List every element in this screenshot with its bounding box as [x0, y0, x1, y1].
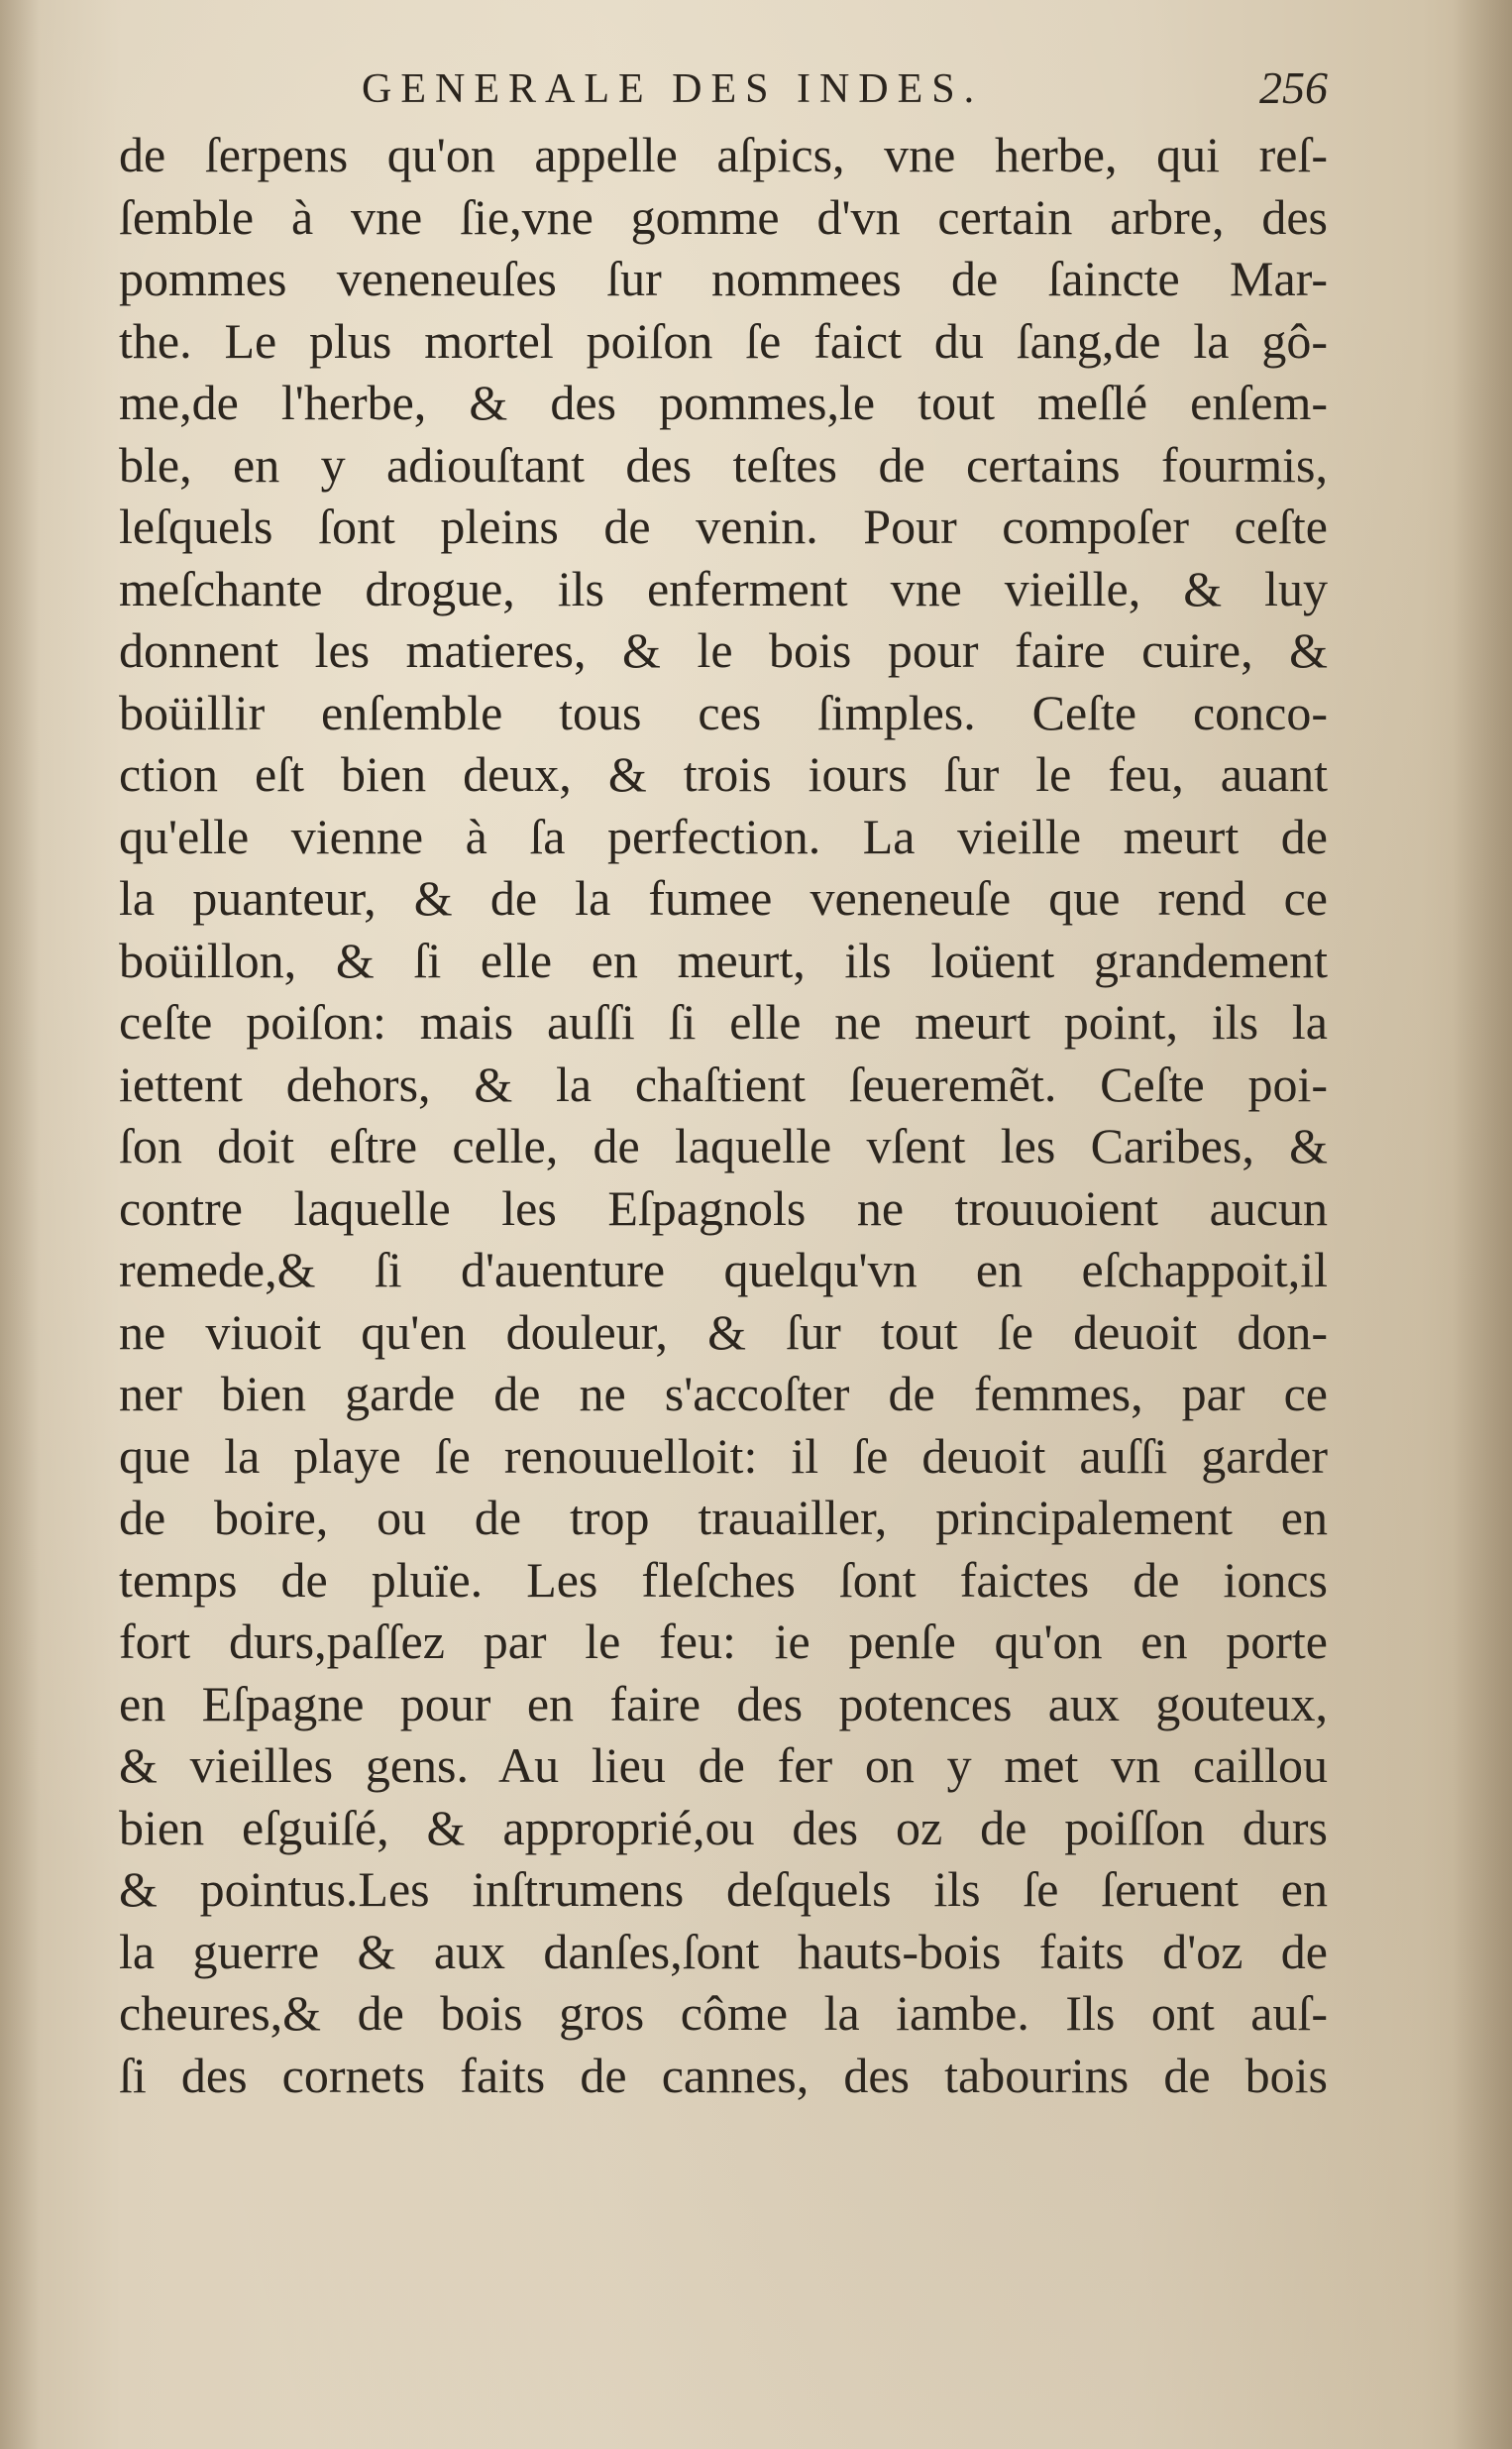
text-line: ſi des cornets faits de cannes, des tabourins de bois	[119, 2047, 1328, 2103]
text-line: ſemble à vne ſie,vne gomme d'vn certain arbre, des	[119, 188, 1328, 245]
text-line: ne viuoit qu'en douleur, & ſur tout ſe deuoit don-	[119, 1303, 1328, 1360]
text-line: de boire, ou de trop trauailler, principalement en	[119, 1490, 1328, 1545]
text-line: pommes veneneuſes ſur nommees de ſaincte Mar-	[119, 251, 1328, 306]
text-line: ſon doit eſtre celle, de laquelle vſent les Caribes, &	[119, 1118, 1328, 1173]
text-line: cheures,& de bois gros côme la iambe. Ils ont auſ-	[119, 1985, 1328, 2041]
text-line: the. Le plus mortel poiſon ſe faict du ſang,de la gô-	[119, 312, 1328, 369]
text-line: me,de l'herbe, & des pommes,le tout meſlé enſem-	[119, 375, 1328, 430]
text-line: la puanteur, & de la fumee veneneuſe que rend ce	[119, 870, 1328, 926]
page-number: 256	[1259, 62, 1328, 113]
running-head-title: GENERALE DES INDES.	[362, 66, 984, 112]
text-line: ceſte poiſon: mais auſſi ſi elle ne meurt point, ils la	[119, 994, 1328, 1050]
text-line: fort durs,paſſez par le feu: ie penſe qu'on en porte	[119, 1614, 1328, 1669]
text-line: ner bien garde de ne s'accoſter de femmes, par ce	[119, 1366, 1328, 1421]
body-text	[119, 124, 1328, 2106]
text-line: ble, en y adiouſtant des teſtes de certains fourmis,	[119, 436, 1328, 493]
text-line: donnent les matieres, & le bois pour faire cuire, &	[119, 622, 1328, 678]
text-line: & pointus.Les inſtrumens deſquels ils ſe ſeruent en	[119, 1861, 1328, 1917]
text-line: ction eſt bien deux, & trois iours ſur le feu, auant	[119, 746, 1328, 802]
text-line: remede,& ſi d'auenture quelqu'vn en eſchappoit,il	[119, 1242, 1328, 1297]
text-line: de ſerpens qu'on appelle aſpics, vne herbe, qui reſ-	[119, 127, 1328, 182]
text-line: contre laquelle les Eſpagnols ne trouuoient aucun	[119, 1179, 1328, 1236]
text-line: temps de pluïe. Les fleſches ſont faictes de ioncs	[119, 1551, 1328, 1608]
text-line: qu'elle vienne à ſa perfection. La vieille meurt de	[119, 808, 1328, 864]
text-line: boüillon, & ſi elle en meurt, ils loüent grandement	[119, 932, 1328, 988]
running-head	[119, 61, 1328, 131]
text-line: la guerre & aux danſes,ſont hauts-bois faits d'oz de	[119, 1923, 1328, 1979]
text-line: iettent dehors, & la chaſtient ſeueremẽt. Ceſte poi-	[119, 1056, 1328, 1112]
text-line: leſquels ſont pleins de venin. Pour compoſer ceſte	[119, 499, 1328, 554]
text-line: boüillir enſemble tous ces ſimples. Ceſte conco-	[119, 684, 1328, 740]
text-line: & vieilles gens. Au lieu de fer on y met vn caillou	[119, 1737, 1328, 1793]
text-line: bien eſguiſé, & approprié,ou des oz de poiſſon durs	[119, 1799, 1328, 1855]
text-line: meſchante drogue, ils enferment vne vieille, & luy	[119, 560, 1328, 616]
text-line: que la playe ſe renouuelloit: il ſe deuoit auſſi garder	[119, 1427, 1328, 1484]
text-line: en Eſpagne pour en faire des potences aux gouteux,	[119, 1675, 1328, 1731]
